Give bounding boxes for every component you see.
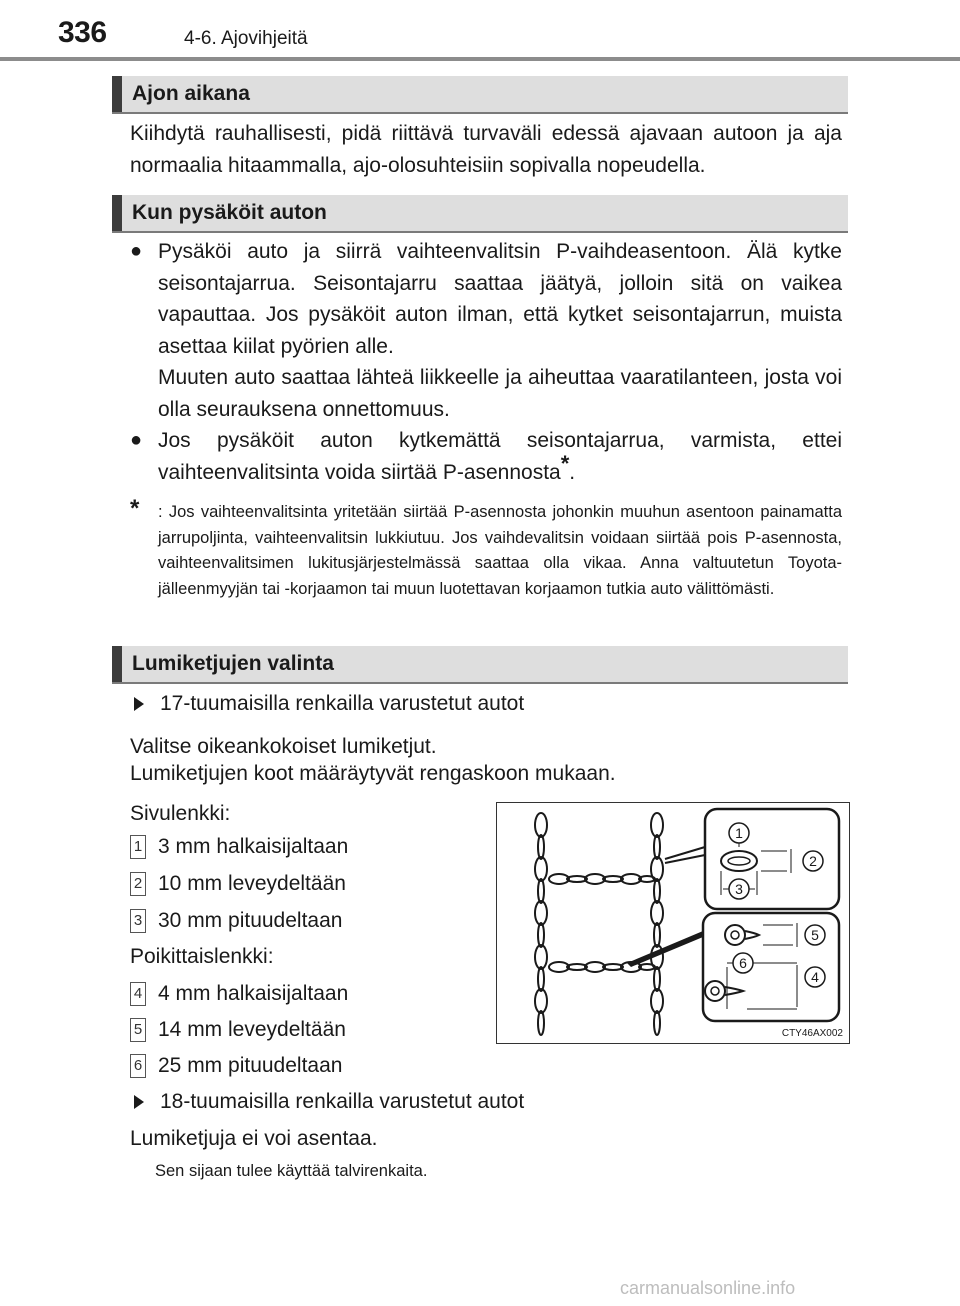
section-title: Kun pysäköit auton — [132, 201, 327, 224]
spec-item — [130, 1018, 346, 1042]
callout-3: 3 — [735, 881, 743, 897]
bullet-icon: ● — [130, 429, 143, 451]
section-marker — [112, 195, 122, 231]
footnote-text: : Jos vaihteenvalitsinta yritetään siirtää P-asennosta johonkin muuhun asentoon painamatta jarrupoljinta, vaihteenvalitsin lukkiutuu. Jos vaihdevalitsin voidaan siirtää pois P-asennosta, vaihteenvalitsimen lukitusjärjestelmässä saattaa olla vikaa. Anna valtuutetun Toyota-jälleenmyyjän tai -korjaamon tai muun luotettavan korjaamon tutkia auto välittömästi. — [158, 503, 842, 598]
bullet-icon: ● — [130, 240, 143, 262]
spec-item — [130, 1054, 342, 1078]
snow-chain-illustration — [497, 803, 849, 1043]
callout-4: 4 — [811, 969, 819, 985]
select-line-1: Valitse oikeankokoiset lumiketjut. — [130, 735, 437, 758]
spec-item — [130, 835, 348, 859]
bullet-text-continued: Muuten auto saattaa lähteä liikkeelle ja aiheuttaa vaaratilanteen, josta voi olla seurauksena onnettomuus. — [158, 366, 842, 421]
callout-6: 6 — [739, 955, 747, 971]
item-18-text: Lumiketjuja ei voi asentaa. — [130, 1127, 378, 1150]
section-marker — [112, 646, 122, 682]
select-line-2: Lumiketjujen koot määräytyvät rengaskoon mukaan. — [130, 762, 616, 785]
chapter-title: 4-6. Ajovihjeitä — [184, 28, 308, 49]
item-17-inch — [130, 692, 524, 716]
chain-left — [535, 813, 547, 1035]
spec-text: 4 mm halkaisijaltaan — [158, 982, 349, 1005]
cross-link-label: Poikittaislenkki: — [130, 945, 274, 968]
page-number: 336 — [58, 16, 107, 49]
spec-text: 25 mm pituudeltaan — [158, 1054, 343, 1077]
footnote-marker: * — [560, 450, 570, 476]
cross-chain-upper — [549, 874, 655, 884]
parking-bullet-2 — [130, 425, 842, 488]
bullet-text: Pysäköi auto ja siirrä vaihteenvalitsin P-vaihdeasentoon. Älä kytke seisontajarrua. Seisontajarru saattaa jäätyä, jolloin sitä on vaikea vapauttaa. Jos pysäköit auton ilman, että kytket seisontajarrun, muista asettaa kiilat pyörien alle. — [158, 240, 842, 358]
bullet-end: . — [569, 460, 576, 484]
footnote-star: * — [130, 495, 140, 522]
spec-number: 1 — [130, 835, 146, 859]
spec-number: 4 — [130, 982, 146, 1006]
spec-number: 6 — [130, 1054, 146, 1078]
callout-5: 5 — [811, 927, 819, 943]
section-title: Lumiketjujen valinta — [132, 652, 334, 675]
spec-number: 3 — [130, 909, 146, 933]
arrow-right-icon — [134, 697, 144, 711]
spec-text: 14 mm leveydeltään — [158, 1018, 346, 1041]
footnote — [130, 495, 842, 602]
section-heading-driving — [112, 76, 848, 114]
item-heading: 17-tuumaisilla renkailla varustetut autot — [160, 692, 525, 715]
figure-code: CTY46AX002 — [781, 1028, 843, 1039]
item-heading: 18-tuumaisilla renkailla varustetut autot — [160, 1090, 525, 1113]
spec-item — [130, 909, 342, 933]
spec-number: 2 — [130, 872, 146, 896]
section-heading-parking — [112, 195, 848, 233]
spec-item — [130, 982, 348, 1006]
section-title: Ajon aikana — [132, 82, 250, 105]
section-marker — [112, 76, 122, 112]
spec-number: 5 — [130, 1018, 146, 1042]
snow-chain-figure — [496, 802, 850, 1044]
parking-bullet-1 — [130, 236, 842, 425]
item-18-inch — [130, 1090, 524, 1114]
spec-text: 10 mm leveydeltään — [158, 872, 346, 895]
spec-text: 30 mm pituudeltaan — [158, 909, 343, 932]
section-heading-chains — [112, 646, 848, 684]
bullet-text: Jos pysäköit auton kytkemättä seisontajarrua, varmista, ettei vaihteenvalitsinta voida siirtää P-asennosta — [158, 429, 842, 484]
watermark: carmanualsonline.info — [620, 1278, 796, 1298]
header-divider — [0, 57, 960, 61]
driving-paragraph: Kiihdytä rauhallisesti, pidä riittävä turvaväli edessä ajavaan autoon ja aja normaalia hitaammalla, ajo-olosuhteisiin sopivalla nopeudella. — [130, 122, 842, 177]
callout-1: 1 — [735, 825, 743, 841]
chain-right — [651, 813, 663, 1035]
item-18-note: Sen sijaan tulee käyttää talvirenkaita. — [155, 1162, 428, 1180]
side-link-label: Sivulenkki: — [130, 802, 231, 825]
spec-item — [130, 872, 346, 896]
callout-2: 2 — [809, 853, 817, 869]
arrow-right-icon — [134, 1095, 144, 1109]
spec-text: 3 mm halkaisijaltaan — [158, 835, 349, 858]
